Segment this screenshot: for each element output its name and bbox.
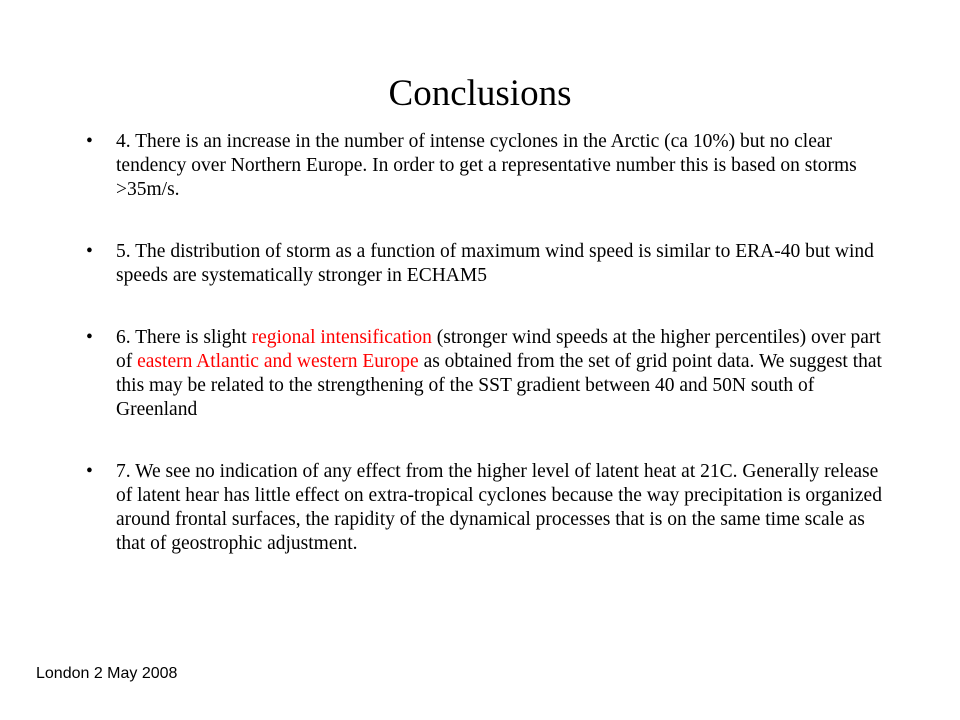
bullet-text-7: 7. We see no indication of any effect from the higher level of latent heat at 21C. Generally release of latent hear has little effect on extra-tropical cyclones because the way precipitation is organized around frontal surfaces, the rapidity of the dynamical processes that is on the same time scale as that of geostrophic adjustment. xyxy=(116,461,882,554)
bullet-marker: • xyxy=(86,241,93,262)
slide-footer: London 2 May 2008 xyxy=(36,665,178,682)
bullet-text-6-part-1: 6. There is slight xyxy=(116,327,252,348)
bullet-marker: • xyxy=(86,327,93,348)
bullet-marker: • xyxy=(86,131,93,152)
bullet-item-4 xyxy=(84,130,884,202)
bullet-text-4: 4. There is an increase in the number of intense cyclones in the Arctic (ca 10%) but no clear tendency over Northern Europe. In order to get a representative number this is based on storms >35m/s. xyxy=(116,131,857,200)
bullet-marker: • xyxy=(86,461,93,482)
bullet-text-6-part-2: (stronger wind speeds at the higher percentiles) over part of xyxy=(116,327,881,372)
highlight-eastern-atlantic-western-europe: eastern Atlantic and western Europe xyxy=(137,351,419,372)
bullet-item-5 xyxy=(84,240,884,288)
highlight-regional-intensification: regional intensification xyxy=(251,327,432,348)
slide-title: Conclusions xyxy=(388,73,572,114)
bullet-text-6-part-3: as obtained from the set of grid point data. We suggest that this may be related to the strengthening of the SST gradient between 40 and 50N south of Greenland xyxy=(116,351,882,420)
bullet-text-5: 5. The distribution of storm as a function of maximum wind speed is similar to ERA-40 but wind speeds are systematically stronger in ECHAM5 xyxy=(116,241,874,286)
bullet-item-6 xyxy=(84,326,884,422)
bullet-item-7 xyxy=(84,460,884,556)
bullet-list xyxy=(84,130,884,556)
